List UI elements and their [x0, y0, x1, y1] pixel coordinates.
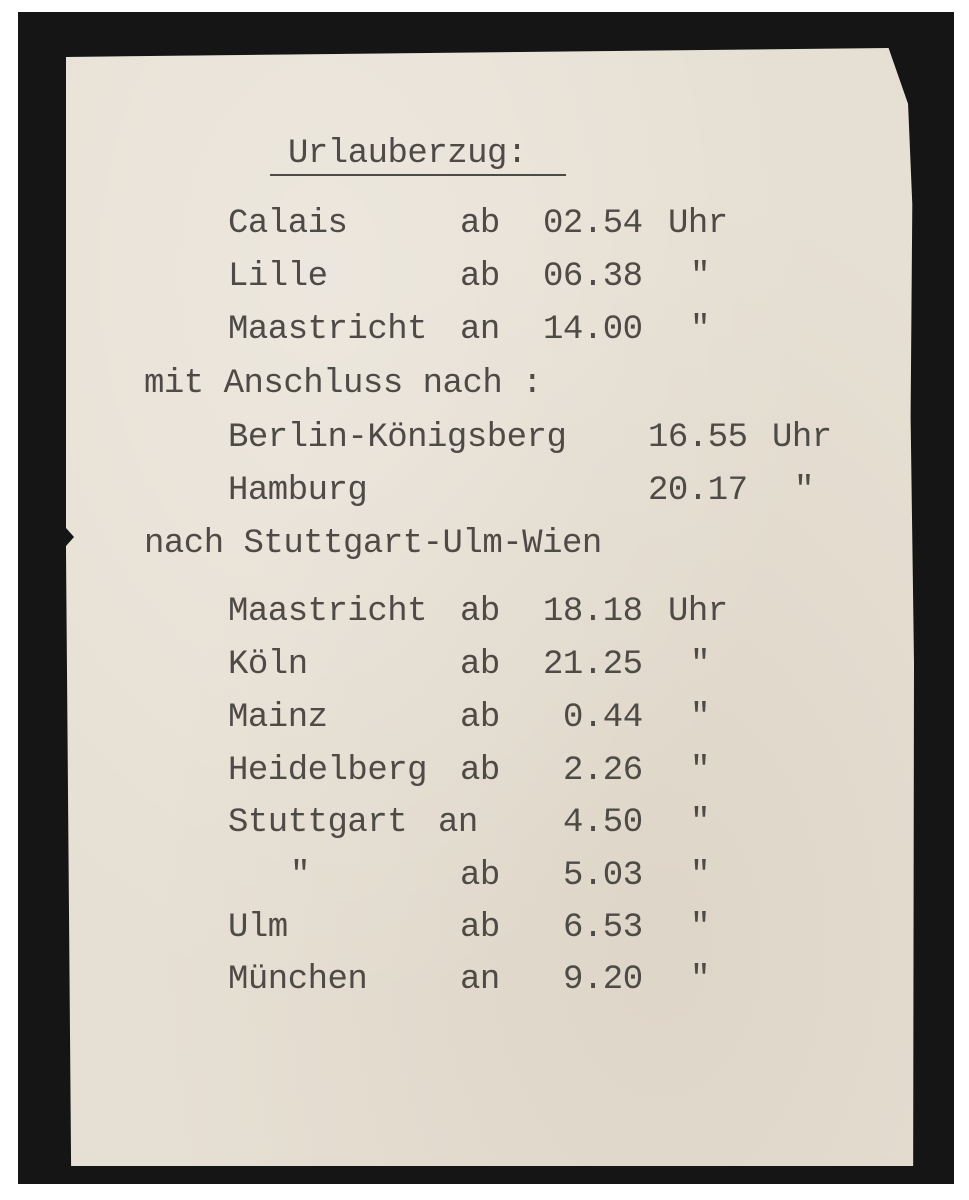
station-name: München: [228, 961, 368, 999]
station-name: Maastricht: [228, 311, 428, 349]
event-type: ab: [460, 857, 500, 895]
station-name: Calais: [228, 205, 348, 243]
arrival-time: 9.20: [563, 961, 643, 999]
ditto-mark: ": [690, 258, 710, 296]
connection-heading: mit Anschluss nach :: [144, 365, 543, 403]
departure-time: 02.54: [543, 205, 643, 243]
departure-time: 06.38: [543, 258, 643, 296]
time-unit: Uhr: [668, 205, 728, 243]
time-unit: Uhr: [772, 419, 832, 457]
arrival-time: 4.50: [563, 804, 643, 842]
connection-destination: Hamburg: [228, 472, 368, 510]
event-type: an: [460, 961, 500, 999]
event-type: an: [460, 311, 500, 349]
ditto-mark: ": [690, 311, 710, 349]
event-type: ab: [460, 699, 500, 737]
ditto-mark: ": [690, 752, 710, 790]
event-type: ab: [460, 752, 500, 790]
ditto-mark: ": [690, 857, 710, 895]
document-title: Urlauberzug:: [288, 135, 527, 173]
time-unit: Uhr: [668, 593, 728, 631]
ditto-mark: ": [290, 857, 310, 895]
departure-time: 21.25: [543, 646, 643, 684]
departure-time: 0.44: [563, 699, 643, 737]
event-type: ab: [460, 593, 500, 631]
connection-time: 20.17: [648, 472, 748, 510]
connection-destination: Berlin-Königsberg: [228, 419, 567, 457]
departure-time: 6.53: [563, 909, 643, 947]
departure-time: 18.18: [543, 593, 643, 631]
event-type: ab: [460, 646, 500, 684]
ditto-mark: ": [690, 961, 710, 999]
title-underline: [270, 174, 566, 176]
ditto-mark: ": [690, 646, 710, 684]
station-name: Köln: [228, 646, 308, 684]
station-name: Stuttgart: [228, 804, 408, 842]
torn-notch: [66, 528, 74, 546]
event-type: ab: [460, 258, 500, 296]
event-type: ab: [460, 205, 500, 243]
departure-time: 2.26: [563, 752, 643, 790]
event-type: ab: [460, 909, 500, 947]
station-name: Heidelberg: [228, 752, 428, 790]
event-type: an: [438, 804, 478, 842]
connection-time: 16.55: [648, 419, 748, 457]
station-name: Mainz: [228, 699, 328, 737]
departure-time: 5.03: [563, 857, 643, 895]
arrival-time: 14.00: [543, 311, 643, 349]
ditto-mark: ": [794, 472, 814, 510]
ditto-mark: ": [690, 699, 710, 737]
ditto-mark: ": [690, 804, 710, 842]
station-name: Lille: [228, 258, 328, 296]
route-heading: nach Stuttgart-Ulm-Wien: [144, 525, 602, 563]
ditto-mark: ": [690, 909, 710, 947]
station-name: Maastricht: [228, 593, 428, 631]
station-name: Ulm: [228, 909, 288, 947]
